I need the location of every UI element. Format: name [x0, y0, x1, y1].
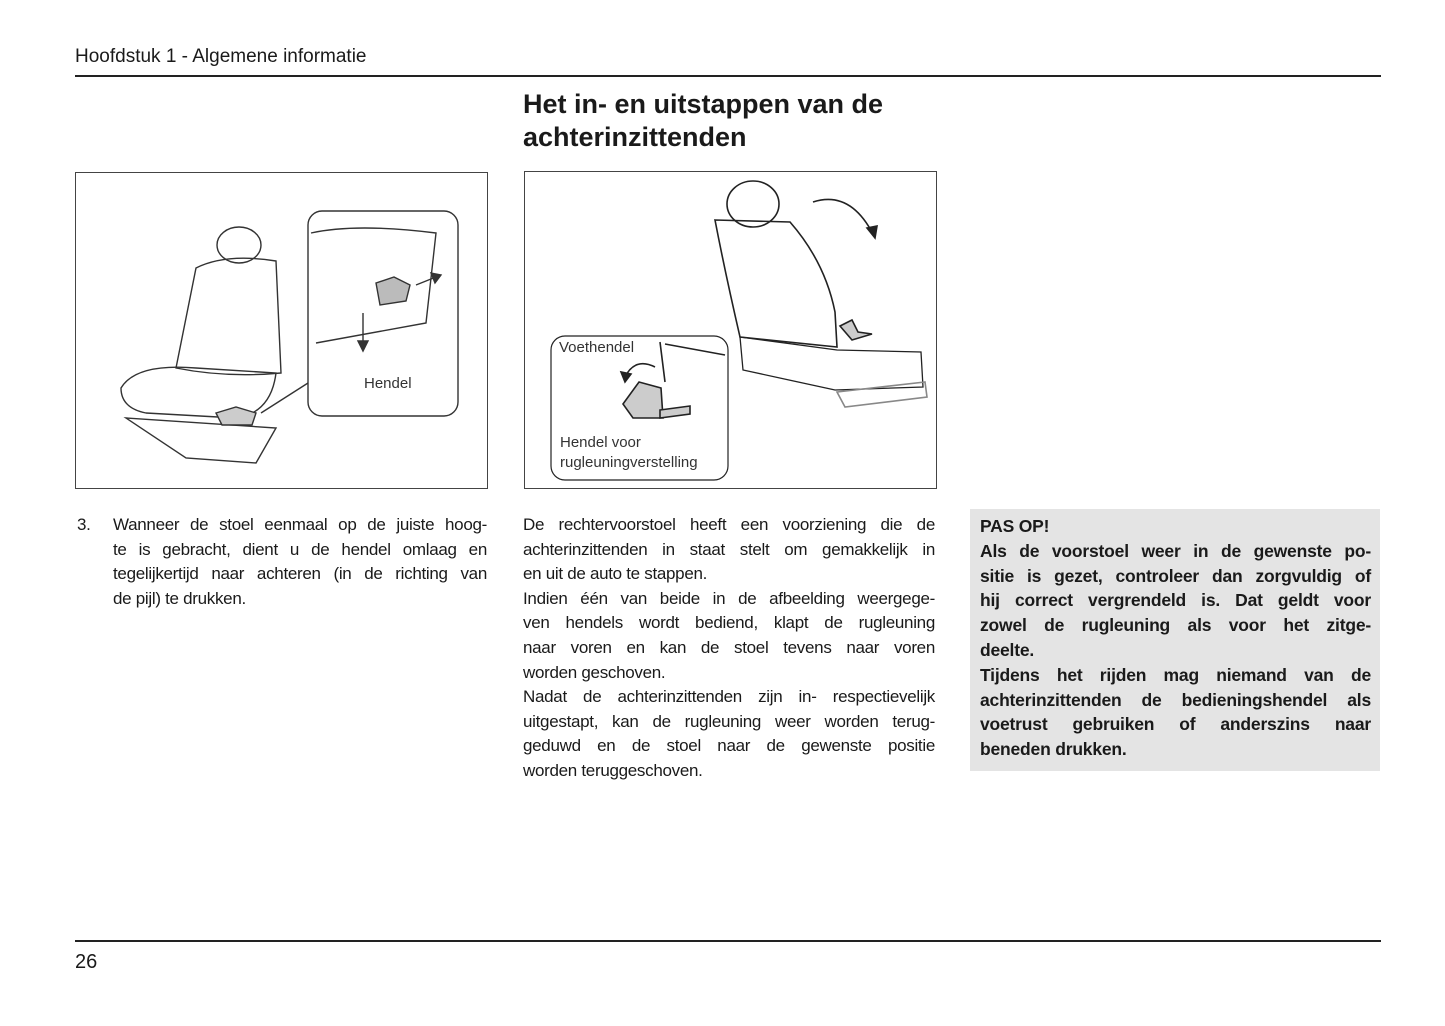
text-line: Wanneer de stoel eenmaal op de juiste hoog-	[113, 515, 487, 534]
footer-rule	[75, 940, 1381, 942]
text-line: worden geschoven.	[523, 662, 666, 682]
warning-line: deelte.	[980, 639, 1035, 660]
text-line: naar voren en kan de stoel tevens naar voren	[523, 637, 935, 657]
header-rule	[75, 75, 1381, 77]
text-line: geduwd en de stoel naar de gewenste positie	[523, 736, 935, 756]
warning-line: zowel de rugleuning als voor het zitge-	[980, 615, 1371, 636]
text-line: tegelijkertijd naar achteren (in de richting van	[113, 564, 487, 584]
step-3-text	[113, 513, 487, 611]
warning-title: PAS OP!	[980, 516, 1050, 536]
text-line: de pijl) te drukken.	[113, 588, 246, 608]
page-number: 26	[75, 951, 98, 973]
warning-line: hij correct vergrendeld is. Dat geldt voor	[980, 590, 1371, 611]
warning-line: Tijdens het rijden mag niemand van de	[980, 664, 1371, 685]
backrest-lever-label	[560, 433, 698, 473]
text-line: en uit de auto te stappen.	[523, 564, 708, 584]
figure-rear-access	[524, 171, 937, 489]
warning-line: Als de voorstoel weer in de gewenste po-	[980, 540, 1371, 561]
text-line: uitgestapt, kan de rugleuning weer worden terug-	[523, 711, 935, 731]
title-line: achterinzittenden	[523, 122, 747, 152]
text-line: worden teruggeschoven.	[523, 760, 703, 780]
text-line: Nadat de achterinzittenden zijn in- respectievelijk	[523, 687, 935, 707]
text-line: ven hendels wordt bediend, klapt de rugleuning	[523, 613, 935, 633]
warning-line: achterinzittenden de bedieningshendel als	[980, 689, 1371, 710]
text-line: De rechtervoorstoel heeft een voorziening die de	[523, 515, 935, 534]
label-line: Hendel voor	[560, 434, 641, 451]
hendel-label: Hendel	[364, 375, 412, 392]
section-title	[523, 88, 883, 154]
text-line: te is gebracht, dient u de hendel omlaag en	[113, 539, 487, 559]
warning-line: beneden drukken.	[980, 739, 1127, 760]
figure-seat-height-lever	[75, 172, 488, 489]
body-text	[523, 513, 935, 784]
step-number: 3.	[77, 515, 91, 534]
voethendel-label: Voethendel	[559, 339, 635, 356]
seat-illustration	[76, 173, 487, 488]
warning-line: voetrust gebruiken of anderszins naar	[980, 714, 1371, 735]
text-line: achterinzittenden in staat stelt om gemakkelijk in	[523, 539, 935, 559]
warning-line: sitie is gezet, controleer dan zorgvuldig of	[980, 565, 1371, 586]
chapter-header: Hoofdstuk 1 - Algemene informatie	[75, 46, 367, 67]
warning-box	[970, 509, 1380, 771]
title-line: Het in- en uitstappen van de	[523, 89, 884, 119]
text-line: Indien één van beide in de afbeelding weergege-	[523, 588, 935, 608]
label-line: rugleuningverstelling	[560, 454, 698, 471]
